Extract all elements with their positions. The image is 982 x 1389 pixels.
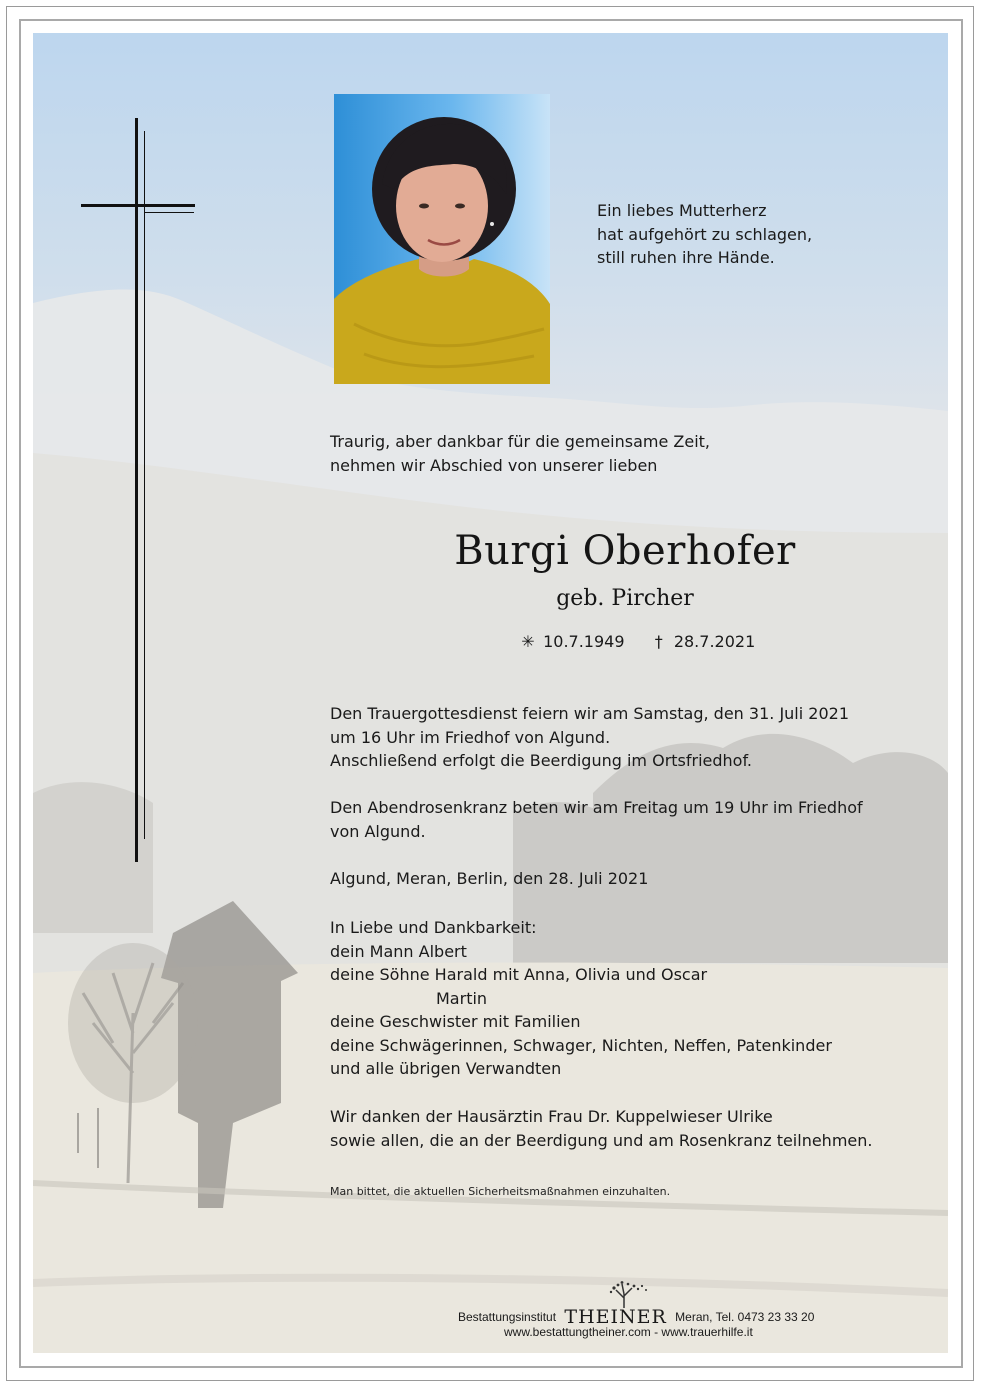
service-line: um 16 Uhr im Friedhof von Algund. (330, 727, 611, 747)
portrait-photo (334, 94, 550, 384)
verse (597, 199, 812, 270)
mourner-line: deine Schwägerinnen, Schwager, Nichten, Neffen, Patenkinder (330, 1035, 832, 1055)
verse-line: still ruhen ihre Hände. (597, 248, 775, 267)
service-line: Anschließend erfolgt die Beerdigung im Ortsfriedhof. (330, 751, 753, 770)
intro-text (330, 430, 710, 477)
rosary-line: Den Abendrosenkranz beten wir am Freitag um 19 Uhr im Friedhof (330, 798, 863, 817)
death-symbol: † (654, 632, 663, 651)
thanks-text (330, 1105, 872, 1152)
verse-line: Ein liebes Mutterherz (597, 201, 767, 220)
mourner-line: Martin (436, 988, 488, 1008)
service-line: Den Trauergottesdienst feiern wir am Samstag, den 31. Juli 2021 (330, 704, 849, 723)
mourner-line: und alle übrigen Verwandten (330, 1059, 562, 1078)
thanks-line: sowie allen, die an der Beerdigung und am Rosenkranz teilnehmen. (330, 1130, 873, 1150)
verse-line: hat aufgehört zu schlagen, (597, 224, 813, 244)
intro-line: nehmen wir Abschied von unserer lieben (330, 455, 658, 475)
deceased-name: Burgi Oberhofer (454, 528, 796, 574)
birth-date: 10.7.1949 (543, 632, 625, 651)
footer-web[interactable]: www.bestattungtheiner.com - www.trauerhilfe.it (504, 1325, 753, 1339)
place-date: Algund, Meran, Berlin, den 28. Juli 2021 (330, 869, 649, 888)
birth-symbol: ✳ (521, 632, 535, 651)
maiden-name: geb. Pircher (556, 586, 694, 611)
mourner-line: dein Mann Albert (330, 941, 467, 961)
life-dates (518, 632, 755, 651)
thanks-line: Wir danken der Hausärztin Frau Dr. Kuppelwieser Ulrike (330, 1107, 773, 1126)
portrait-illustration (334, 94, 550, 384)
brand-name: THEINER (564, 1306, 667, 1328)
death-date: 28.7.2021 (673, 632, 756, 651)
rosary-line: von Algund. (330, 821, 426, 841)
mourners-heading: In Liebe und Dankbarkeit: (330, 918, 537, 937)
service-info (330, 702, 849, 773)
footer-contact: Meran, Tel. 0473 23 33 20 (675, 1310, 815, 1324)
safety-note: Man bittet, die aktuellen Sicherheitsmaßnahmen einzuhalten. (330, 1185, 671, 1198)
mourners-list (330, 916, 832, 1081)
footer-prefix: Bestattungsinstitut (458, 1310, 557, 1324)
tree-logo-icon (594, 1280, 654, 1308)
intro-line: Traurig, aber dankbar für die gemeinsame Zeit, (330, 432, 711, 451)
funeral-home-footer (0, 1280, 982, 1340)
rosary-info (330, 796, 863, 843)
mourner-line: deine Geschwister mit Familien (330, 1012, 581, 1031)
mourner-line: deine Söhne Harald mit Anna, Olivia und Oscar (330, 965, 708, 984)
